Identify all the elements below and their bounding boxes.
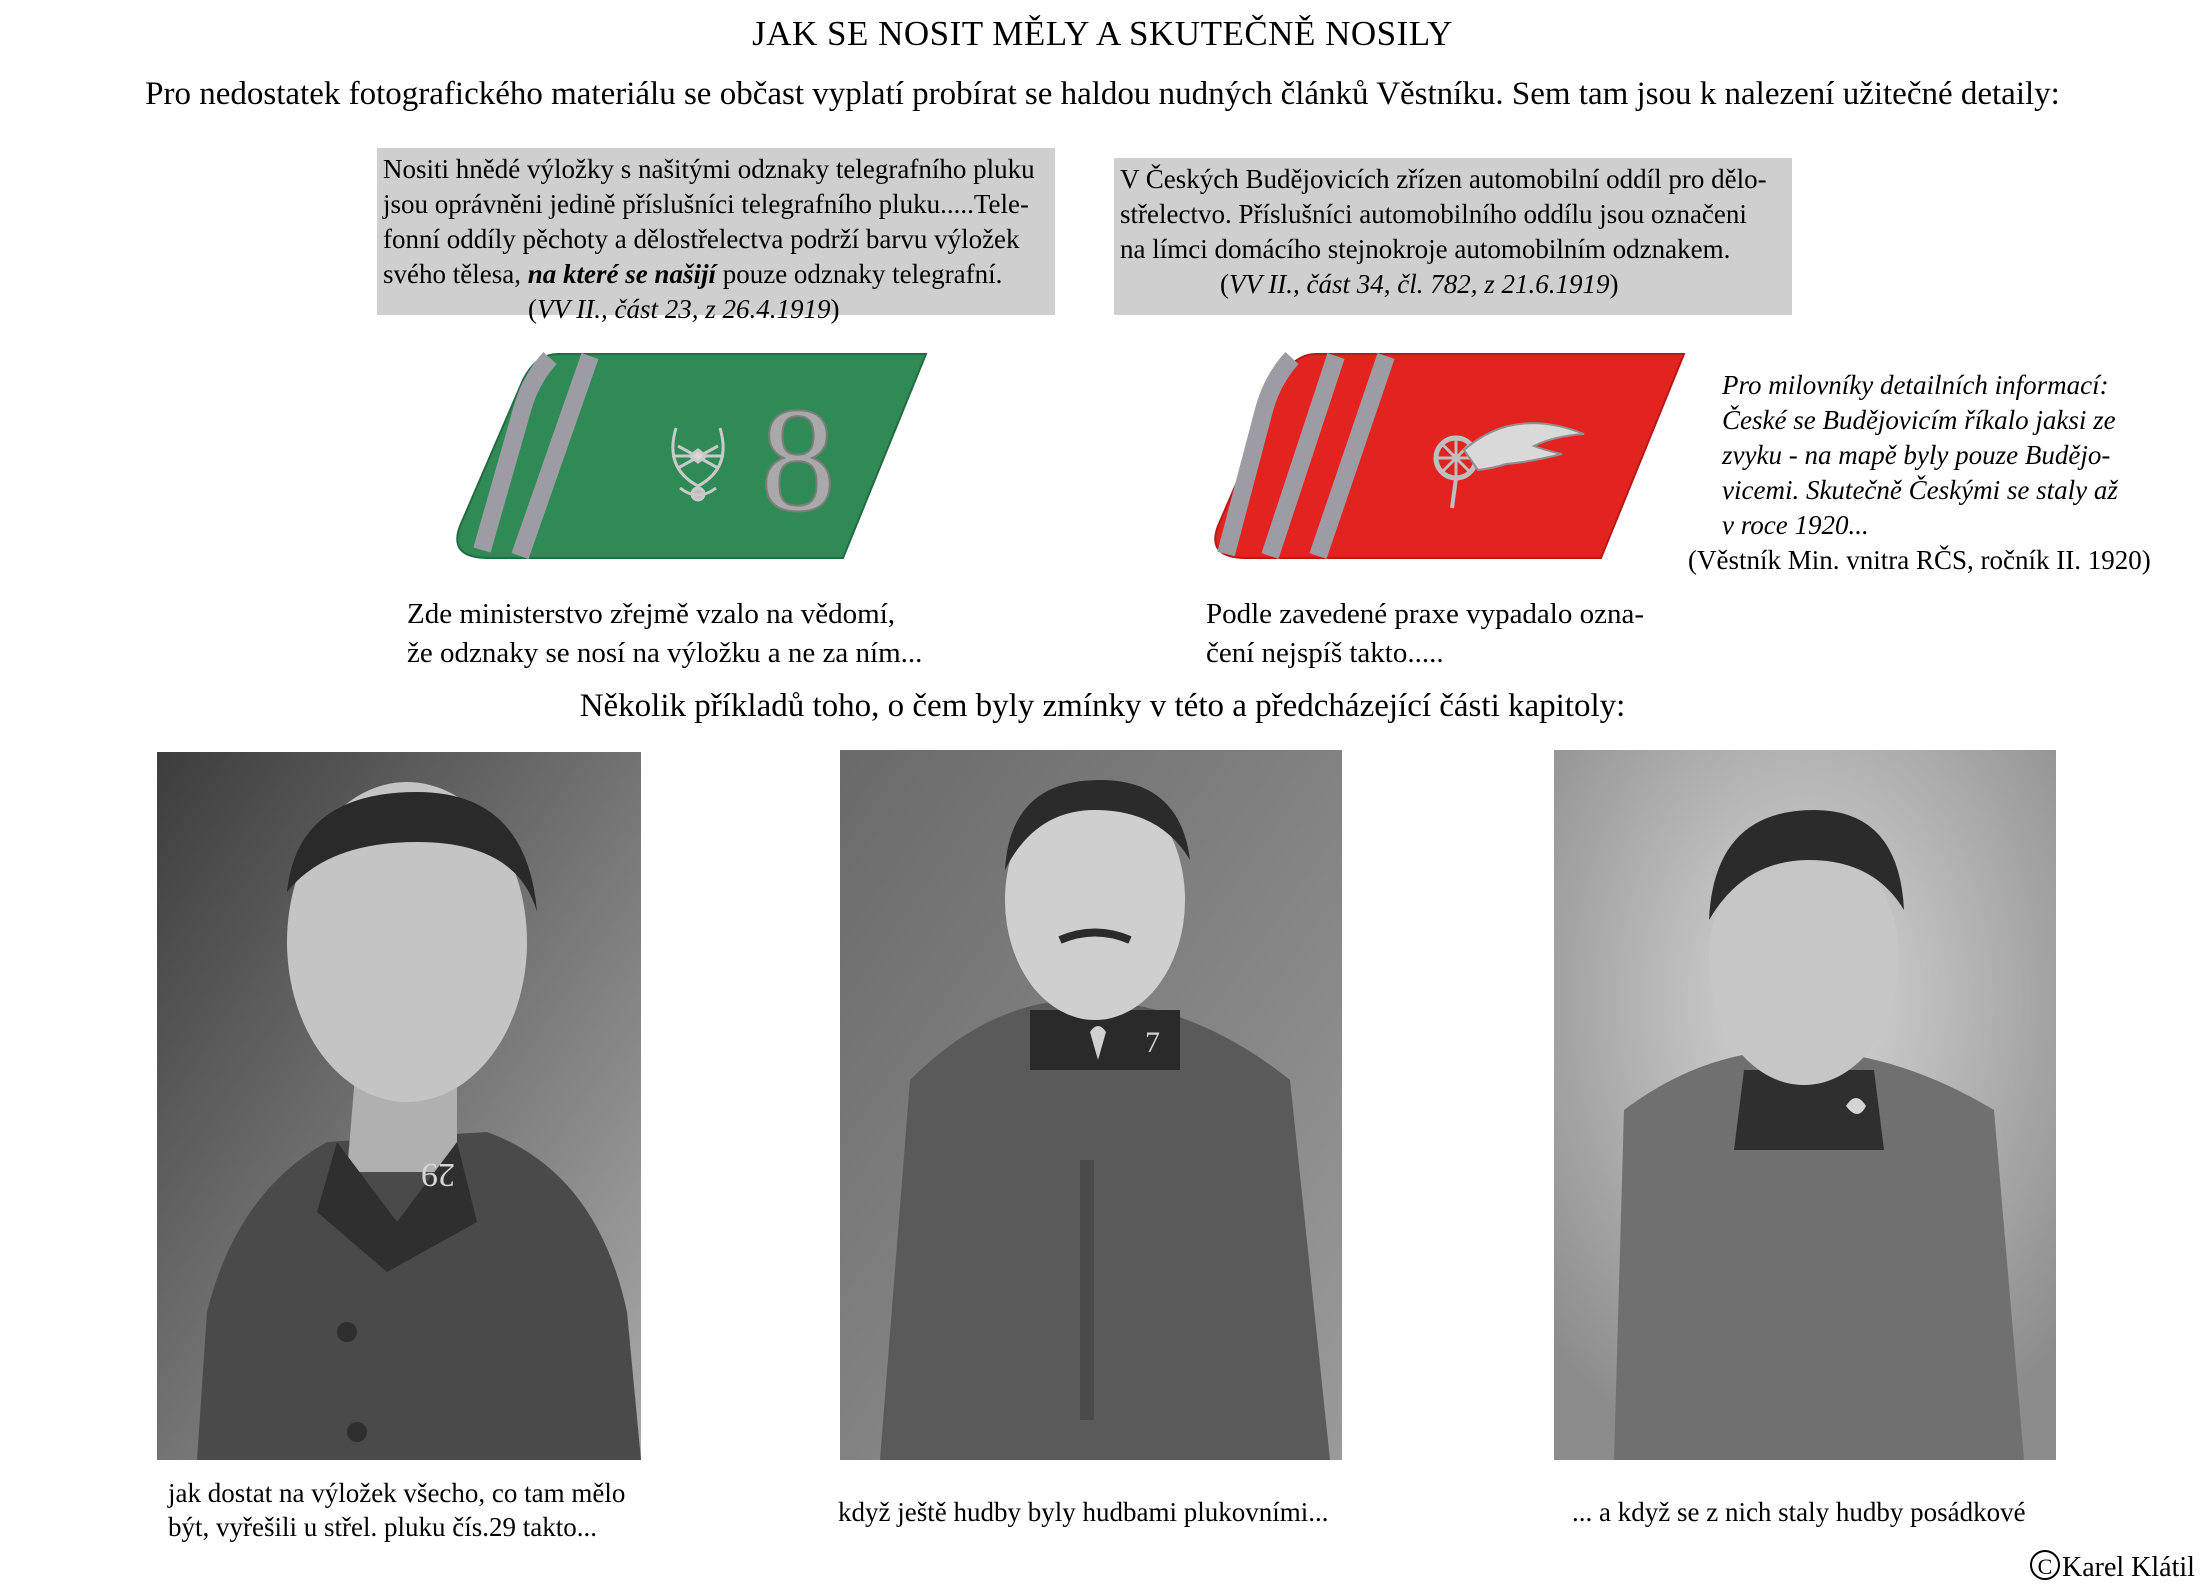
section-heading: Několik příkladů toho, o čem byly zmínky v této a předcházející části kapitoly: <box>579 688 1626 724</box>
author-credit <box>2030 1550 2195 1584</box>
caption-line: být, vyřešili u střel. pluku čís.29 takto... <box>168 1512 597 1542</box>
quote-emphasis: na které se našijí <box>527 259 716 289</box>
quote-line: Nositi hnědé výložky s našitými odznaky telegrafního pluku <box>383 154 1035 184</box>
caption-line: Podle zavedené praxe vypadalo ozna- <box>1206 598 1645 630</box>
collar-numeral: 7 <box>1145 1026 1160 1059</box>
page-title: JAK SE NOSIT MĚLY A SKUTEČNĚ NOSILY <box>752 14 1453 53</box>
green-collar-patch <box>448 350 928 565</box>
quote-line: na límci domácího stejnokroje automobilním odznakem. <box>1120 234 1731 264</box>
note-line: České se Budějovicím říkalo jaksi ze <box>1722 405 2116 435</box>
quote-line: střelectvo. Příslušníci automobilního oddílu jsou označeni <box>1120 199 1747 229</box>
quote-citation <box>383 292 1049 327</box>
copyright-icon: C <box>2030 1550 2060 1580</box>
patch-numeral: 8 <box>760 377 836 543</box>
citation-paren: ) <box>1609 269 1619 299</box>
caption-line: Zde ministerstvo zřejmě vzalo na vědomí, <box>407 598 896 630</box>
portrait-photo-rifle-regiment <box>157 752 641 1460</box>
note-source: (Věstník Min. vnitra RČS, ročník II. 1920) <box>1688 545 2151 575</box>
note-line: zvyku - na mapě byly pouze Budějo- <box>1722 440 2111 470</box>
quote-box-automobile <box>1114 158 1792 315</box>
note-line: Pro milovníky detailních informací: <box>1722 370 2109 400</box>
quote-text: pouze odznaky telegrafní. <box>715 259 1003 289</box>
photo-caption-1 <box>168 1476 688 1544</box>
caption-line: jak dostat na výložek všecho, co tam mělo <box>168 1478 626 1508</box>
patch-caption-right <box>1206 595 1766 673</box>
citation-text: VV II., část 23, z 26.4.1919 <box>537 294 831 324</box>
quote-text: svého tělesa, <box>383 259 528 289</box>
red-collar-patch <box>1206 350 1686 565</box>
caption-line: čení nejspíš takto..... <box>1206 637 1444 669</box>
quote-citation <box>1120 267 1786 302</box>
note-line: vicemi. Skutečně Českými se staly až <box>1722 475 2118 505</box>
citation-paren: ) <box>830 294 840 324</box>
citation-text: VV II., část 34, čl. 782, z 21.6.1919 <box>1229 269 1610 299</box>
side-note <box>1688 368 2182 578</box>
note-line: v roce 1920... <box>1722 510 1869 540</box>
portrait-photo-regimental-band <box>840 750 1342 1460</box>
collar-numeral: 29 <box>421 1156 455 1193</box>
patch-caption-left <box>407 595 1047 673</box>
photo-caption-2: když ještě hudby byly hudbami plukovními... <box>838 1497 1329 1527</box>
quote-box-telegraph <box>377 148 1055 324</box>
intro-text: Pro nedostatek fotografického materiálu se občast vyplatí probírat se haldou nudných článků Věstníku. Sem tam jsou k nalezení užitečné detaily: <box>145 76 2060 112</box>
caption-line: že odznaky se nosí na výložku a ne za ním... <box>407 637 923 669</box>
photo-caption-3: ... a když se z nich staly hudby posádkové <box>1572 1497 2026 1527</box>
citation-paren: ( <box>528 294 537 324</box>
quote-line <box>383 257 1049 292</box>
quote-line: V Českých Budějovicích zřízen automobilní oddíl pro dělo- <box>1120 164 1767 194</box>
author-name: Karel Klátil <box>2062 1552 2195 1583</box>
quote-line: fonní oddíly pěchoty a dělostřelectva podrží barvu výložek <box>383 224 1020 254</box>
portrait-photo-garrison-band <box>1554 750 2056 1460</box>
citation-paren: ( <box>1220 269 1229 299</box>
quote-line: jsou oprávněni jedině příslušníci telegrafního pluku.....Tele- <box>383 189 1029 219</box>
